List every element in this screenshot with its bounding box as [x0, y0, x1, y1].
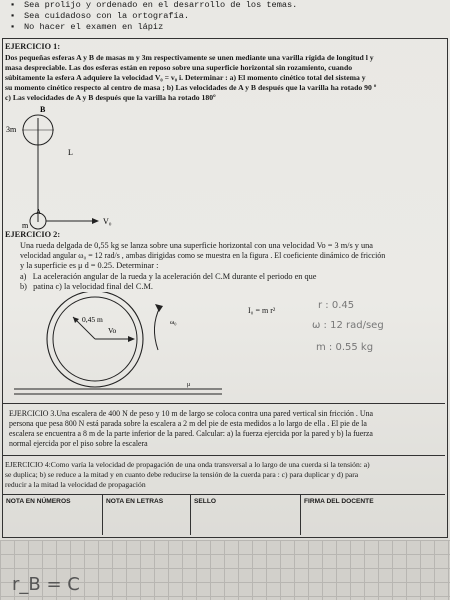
ex3-line: normal ejercida por el piso sobre la escalera	[9, 439, 148, 448]
vo-arrow-head	[128, 336, 135, 342]
ex1-figure	[0, 100, 150, 232]
divider	[3, 403, 445, 404]
ex2-title: EJERCICIO 2:	[5, 230, 61, 239]
omega-arrow-head	[155, 304, 163, 312]
grade-number-cell: NOTA EN NÚMEROS	[3, 495, 103, 535]
handwritten-r: r : 0.45	[318, 300, 355, 311]
ex3-line: EJERCICIO 3.Una escalera de 400 N de peso y 10 m de largo se coloca contra una pared vertical sin fricción . Una	[9, 409, 374, 418]
label-v0: V₀	[103, 217, 112, 226]
teacher-signature-cell: FIRMA DEL DOCENTE	[304, 498, 374, 505]
ex1-line: su momento cinético respecto al centro de masa ; b) Las velocidades de A y B después que la varilla ha rotado 90 º	[5, 83, 377, 92]
ex3-line: persona que pesa 800 N está parada sobre la escalera a 2 m del pie de esta medidos a lo largo de ella . El pie de la	[9, 419, 367, 428]
ex1-line: masa despreciable. Las dos esferas están en reposo sobre una superficie horizontal sin rozamiento, cuando	[5, 63, 353, 72]
ex4-line: EJERCICIO 4:Como varía la velocidad de propagación de una onda transversal a lo largo de una cuerda si la tensión: a)	[5, 460, 370, 469]
seal-cell: SELLO	[191, 495, 301, 535]
grade-letters-cell: NOTA EN LETRAS	[103, 495, 191, 535]
handwritten-omega: ω : 12 rad/seg	[312, 320, 384, 331]
vo-label: Vo	[108, 326, 117, 335]
label-b: B	[40, 105, 46, 114]
ex1-title: EJERCICIO 1:	[5, 42, 61, 51]
grading-table	[3, 494, 445, 535]
ex2-item-a: a) La aceleración angular de la rueda y la aceleración del C.M durante el periodo en que	[20, 272, 317, 281]
ex2-line: Una rueda delgada de 0,55 kg se lanza sobre una superficie horizontal con una velocidad Vo = 3 m/s y una	[20, 241, 373, 250]
ex4-line: se duplica; b) se reduce a la mitad y en cuanto debe reducirse la tensión de la cuerda para : c) para duplicar y d) para	[5, 470, 359, 479]
ex1-line: c) Las velocidades de A y B después que la varilla ha rotado 180º	[5, 93, 216, 102]
label-m: m	[22, 221, 29, 230]
label-l: L	[68, 148, 73, 157]
ex2-line: velocidad angular ω₀ = 12 rad/s , ambas dirigidas como se muestra en la figura . El coeficiente dinámico de fricción	[20, 251, 386, 260]
ex4-line: reducir a la mitad la velocidad de propagación	[5, 480, 146, 489]
omega-arrow	[154, 307, 160, 350]
inertia-formula: I₀ = m r²	[248, 306, 276, 315]
handwritten-m: m : 0.55 kg	[316, 342, 374, 353]
omega-label: ω₀	[170, 319, 177, 326]
notebook-handwriting: r_B = C	[12, 574, 80, 595]
ex2-item-b: b) patina c) la velocidad final del C.M.	[20, 282, 153, 291]
rule-item: ▪ Sea cuidadoso con la ortografía.	[10, 11, 190, 21]
ex1-line: Dos pequeñas esferas A y B de masas m y 3m respectivamente se unen mediante una varilla rígida de longitud l y	[5, 53, 374, 62]
exam-rules	[0, 0, 450, 40]
label-a: A	[36, 208, 42, 216]
label-3m: 3m	[6, 125, 17, 134]
radius-label: 0,45 m	[82, 315, 103, 324]
velocity-arrow-head	[92, 218, 99, 224]
rule-item: ▪ No hacer el examen en lápiz	[10, 22, 164, 32]
rule-item: ▪ Sea prolijo y ordenado en el desarrollo de los temas.	[10, 0, 298, 10]
ex1-line: súbitamente la esfera A adquiere la velocidad V₀ = v₀ i. Determinar : a) El momento cinético total del sistema y	[5, 73, 366, 82]
ex2-line: y la superficie es μ d = 0.25. Determinar :	[20, 261, 159, 270]
divider	[3, 455, 445, 456]
mu-label: μ	[187, 382, 191, 388]
ex3-line: escalera se encuentra a 8 m de la parte inferior de la pared. Calcular: a) la fuerza ejercida por la pared y b) la fuerza	[9, 429, 373, 438]
ex2-figure	[0, 292, 230, 402]
